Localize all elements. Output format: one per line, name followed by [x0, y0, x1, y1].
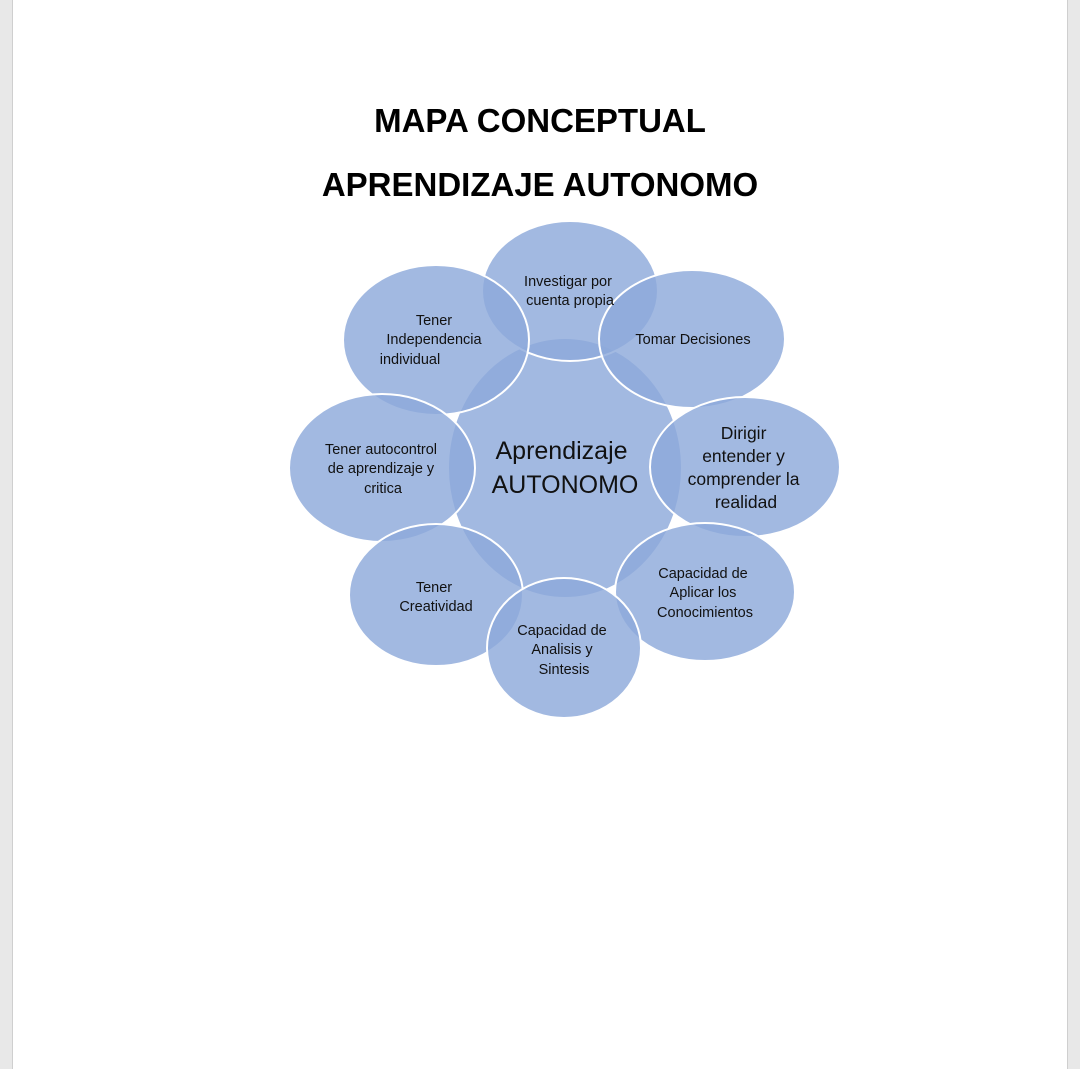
node-label-line: realidad: [714, 492, 778, 512]
node-label-line: de aprendizaje y: [327, 461, 435, 477]
center-label-line: AUTONOMO: [491, 471, 639, 499]
page-subtitle: APRENDIZAJE AUTONOMO: [321, 166, 759, 203]
node-label-line: Sintesis: [538, 662, 590, 678]
node-label-line: individual: [379, 352, 441, 368]
node-label-line: Independencia: [386, 332, 482, 348]
node-label-line: Aplicar los: [669, 585, 737, 601]
node-label-line: Capacidad de: [658, 566, 748, 582]
node-label-line: Capacidad de: [517, 623, 607, 639]
node-dirigir-circle: [650, 397, 840, 537]
center-label-line: Aprendizaje: [495, 437, 628, 465]
node-label-line: Conocimientos: [657, 605, 753, 621]
node-label-line: Tener: [415, 313, 453, 329]
node-label-line: comprender la: [687, 469, 800, 489]
node-label-line: Analisis y: [531, 642, 593, 658]
node-label-line: critica: [364, 481, 402, 497]
node-label-line: Tener: [415, 580, 453, 596]
node-label-line: Investigar por: [524, 274, 612, 290]
node-label-line: Tener autocontrol: [324, 442, 438, 458]
node-label-line: entender y: [702, 446, 785, 466]
node-tomar-decisiones-label: [635, 332, 750, 348]
node-aplicar-label: [657, 566, 753, 621]
node-label-line: Creatividad: [399, 599, 473, 615]
page-title: MAPA CONCEPTUAL: [374, 102, 706, 139]
node-label-line: cuenta propia: [526, 293, 614, 309]
node-label-line: Tomar Decisiones: [635, 332, 751, 348]
node-label-line: Dirigir: [720, 423, 767, 443]
